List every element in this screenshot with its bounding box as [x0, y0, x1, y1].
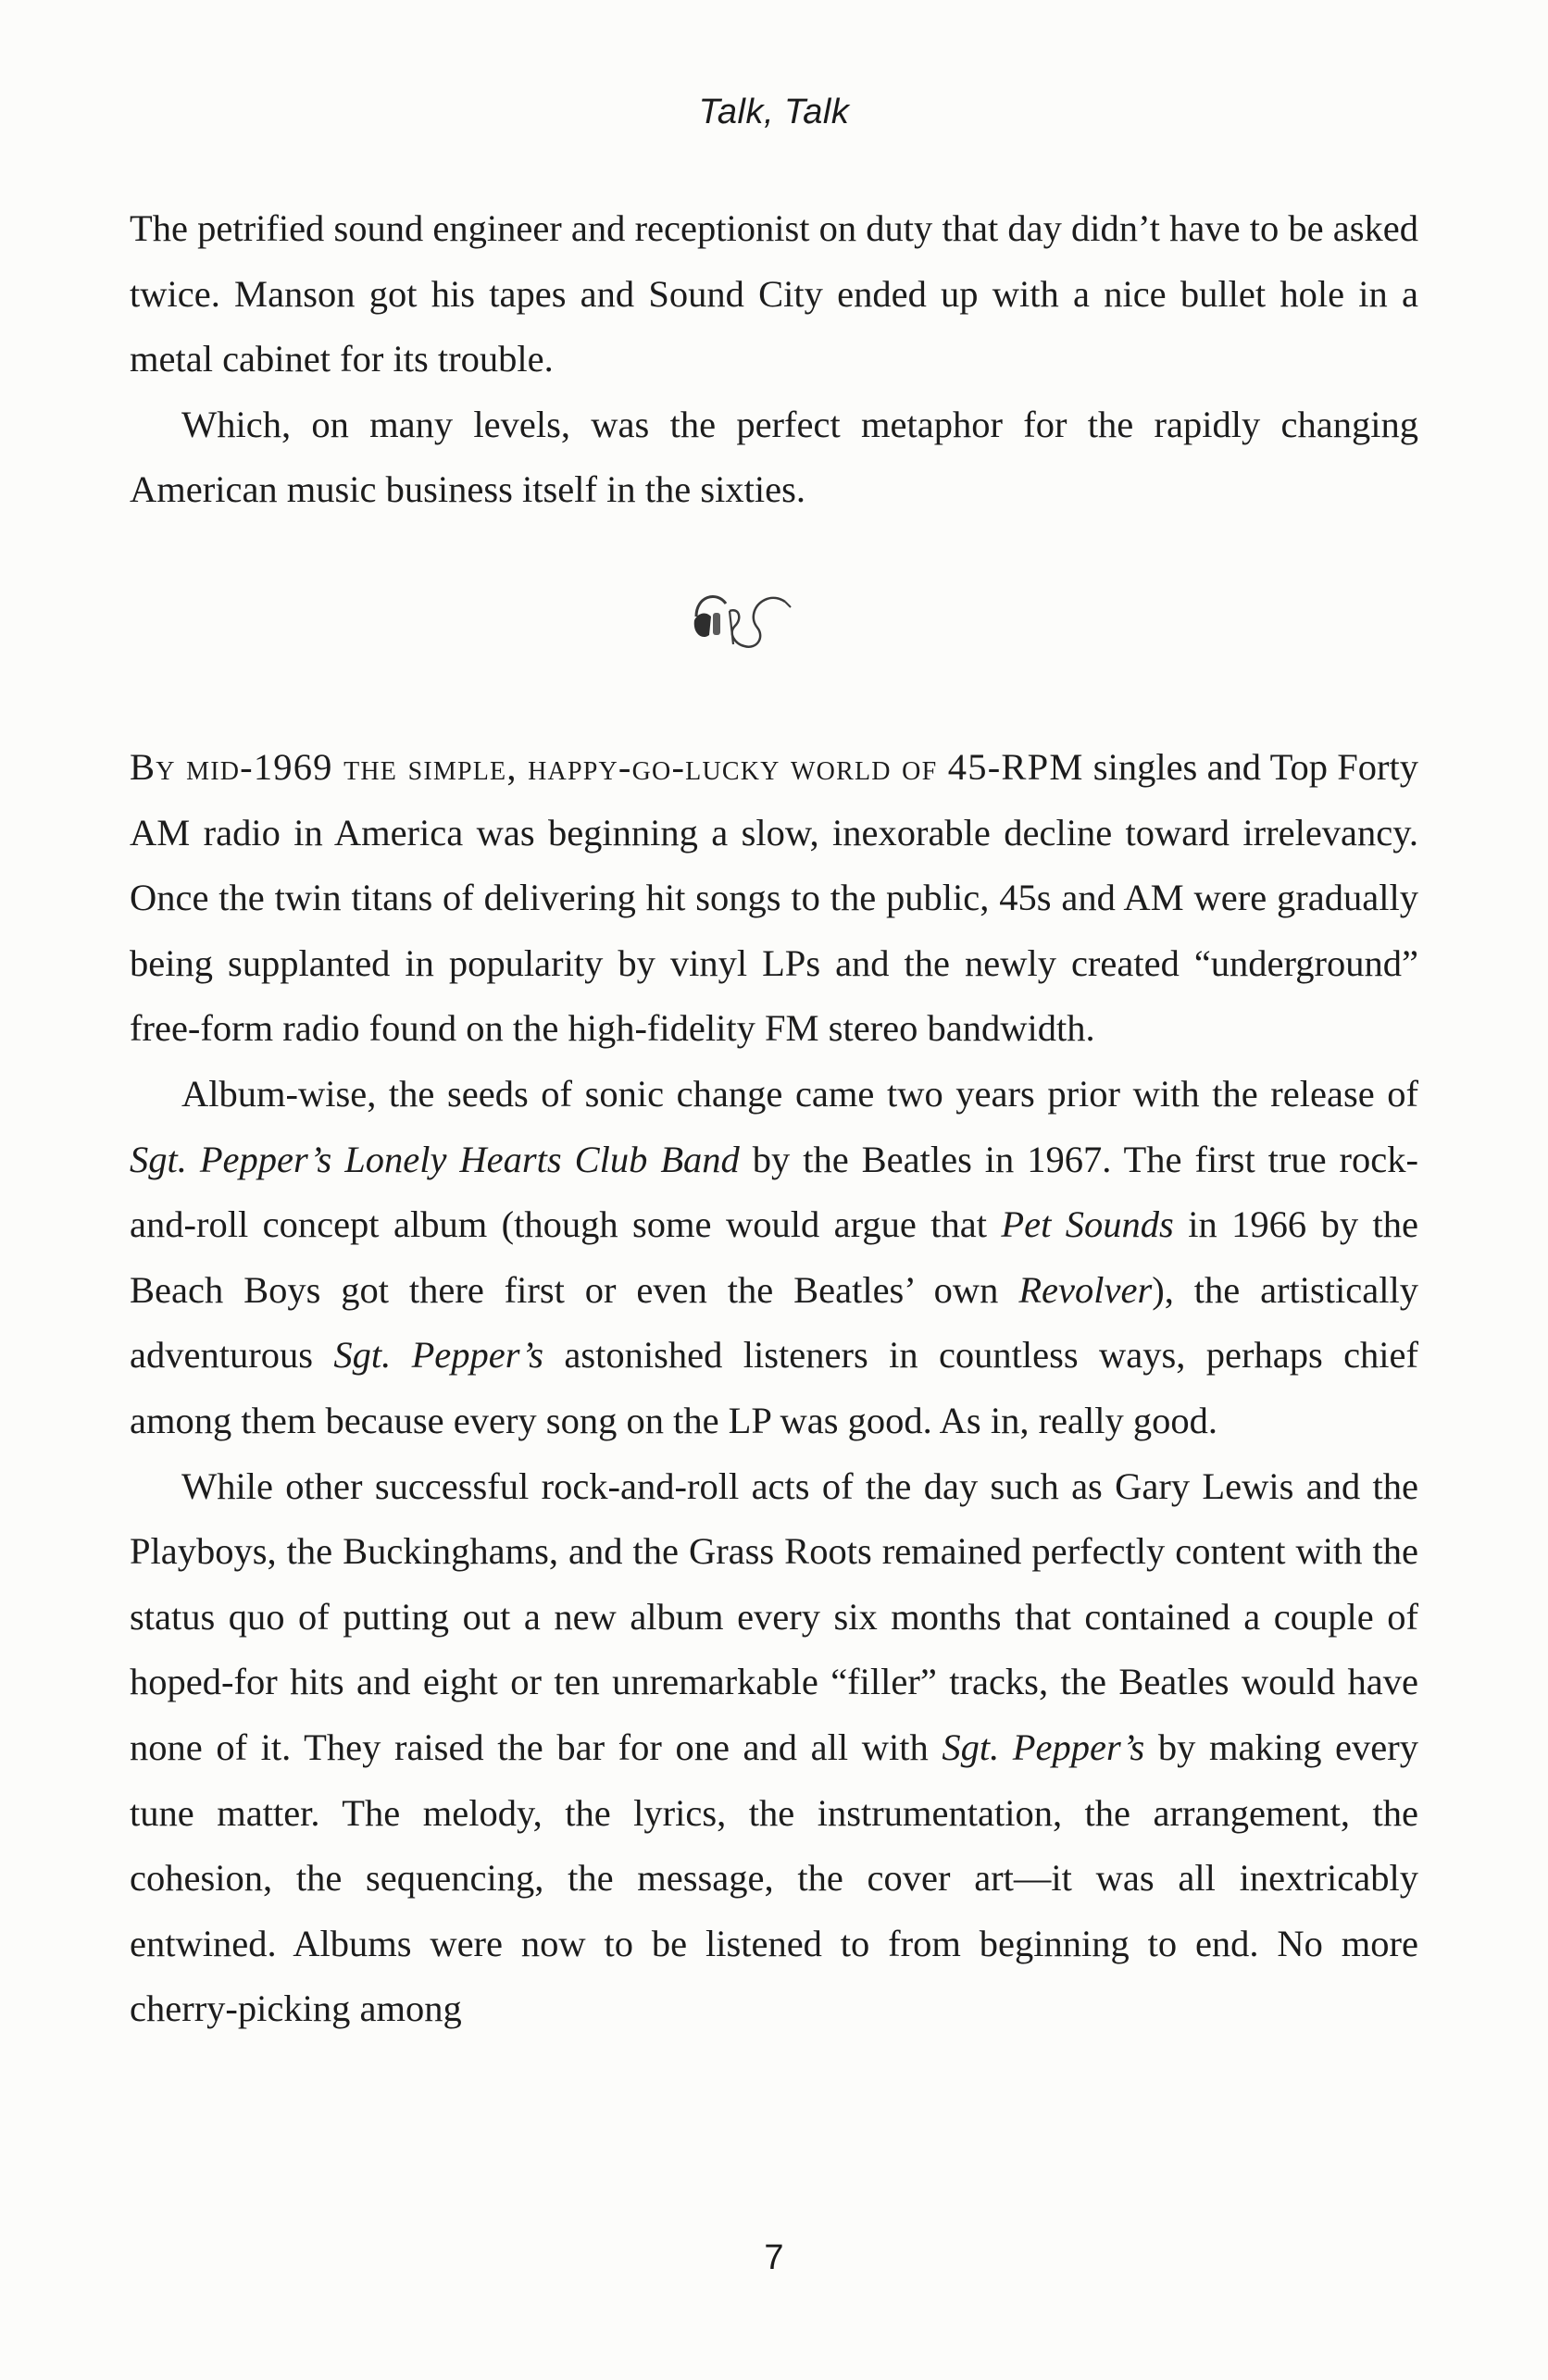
album-title-italic: Sgt. Pepper’s [942, 1726, 1145, 1768]
album-title-italic: Revolver [1018, 1268, 1153, 1311]
text-run: in 1966 by the Beach Boys got there first or even the Beatles’ own [130, 1203, 1419, 1311]
text-run: While other successful rock-and-roll acts of the day such as Gary Lewis and the Playboys, the Buckinghams, and the Grass Roots remained perfectly content with the status quo of putting out a new album every six months that contained a couple of hoped-for hits and eight or ten unremarkable “filler” tracks, the Beatles would have none of it. They raised the bar for one and all with [130, 1464, 1418, 1768]
headphones-ornament-icon [689, 579, 865, 672]
paragraph-metaphor: Which, on many levels, was the perfect metaphor for the rapidly changing American music business itself in the sixties. [130, 403, 1418, 511]
text-run: Album-wise, the seeds of sonic change came two years prior with the release of [181, 1072, 1418, 1115]
text-section-main [130, 735, 1418, 2042]
paragraph-text: singles and Top Forty AM radio in America was beginning a slow, inexorable decline toward irrelevancy. Once the twin titans of delivering hit songs to the public, 45s and AM were gradually being supplanted in popularity by vinyl LPs and the newly created “underground” free-form radio found on the high-fidelity FM stereo bandwidth. [130, 746, 1419, 1050]
text-run: astonished listeners in countless ways, perhaps chief among them because every song on the LP was good. As in, really good. [130, 1334, 1419, 1441]
album-title-italic: Pet Sounds [1001, 1203, 1174, 1246]
text-run: by making every tune matter. The melody, the lyrics, the instrumentation, the arrangement, the cohesion, the sequencing, the message, the cover art—it was all inextricably entwined. Albums were now to be listened to from beginning to end. No more cherry-picking among [130, 1726, 1418, 2030]
running-head: Talk, Talk [698, 93, 850, 131]
paragraph-mid-1969 [130, 735, 1418, 1062]
lead-in-small-caps: By mid-1969 the simple, happy-go-lucky world of 45-RPM [130, 746, 1084, 788]
paragraph-other-acts [130, 1454, 1418, 2042]
album-title-italic: Sgt. Pepper’s [333, 1334, 544, 1377]
text-run: ), the artistically adventurous [130, 1268, 1419, 1377]
paragraph-sgt-pepper [130, 1062, 1418, 1454]
page-number: 7 [764, 2238, 784, 2277]
text-run: by the Beatles in 1967. The first true rock-and-roll concept album (though some would argue that [130, 1138, 1418, 1246]
text-section-top [130, 196, 1418, 523]
album-title-italic: Sgt. Pepper’s Lonely Hearts Club Band [130, 1138, 740, 1180]
paragraph-bullet-hole: The petrified sound engineer and receptionist on duty that day didn’t have to be asked twice. Manson got his tapes and Sound City ended up with a nice bullet hole in a metal cabinet for its trouble. [130, 207, 1418, 380]
